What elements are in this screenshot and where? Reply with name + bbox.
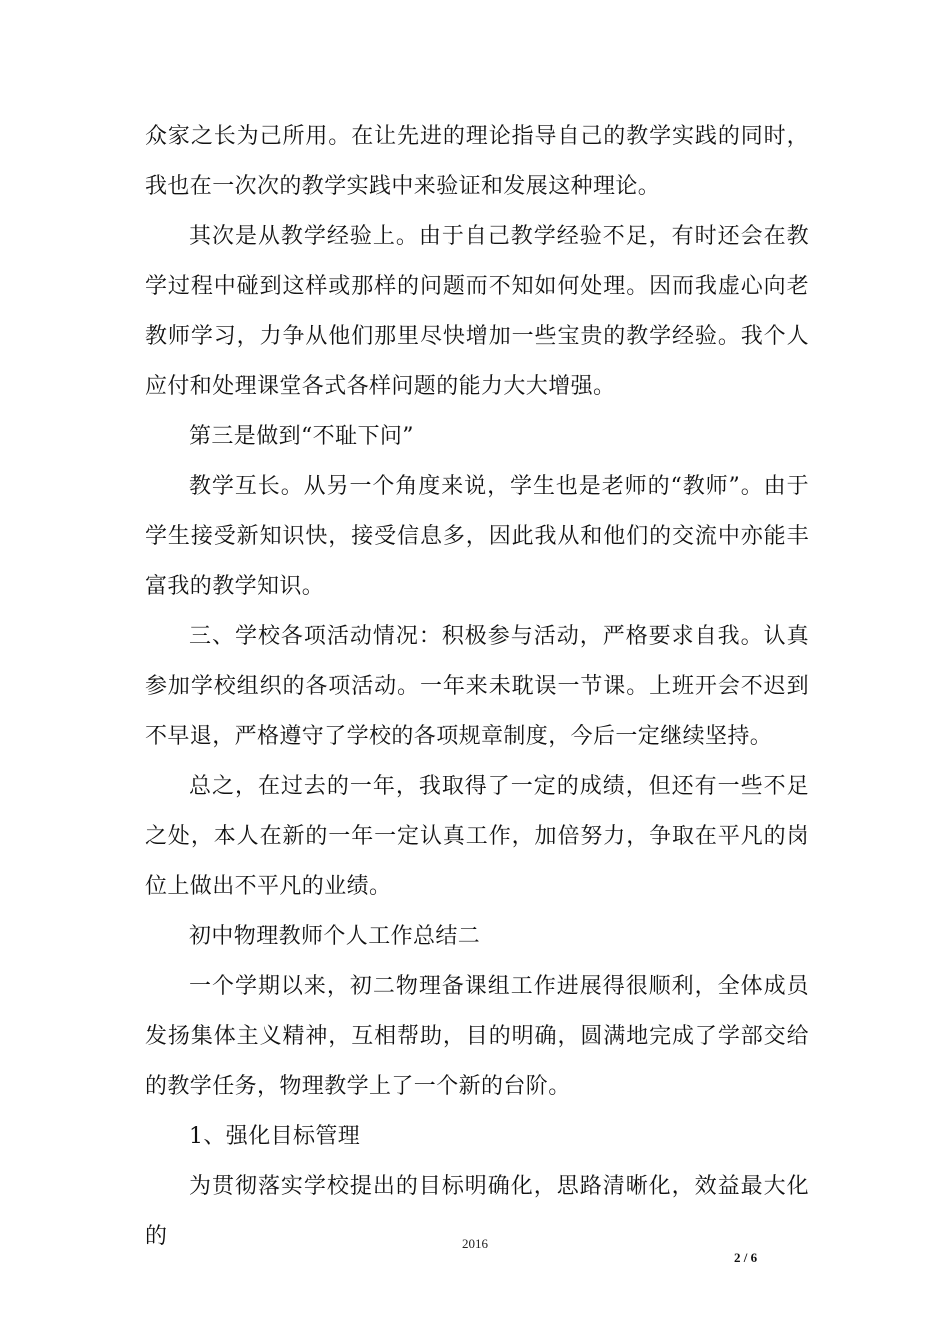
paragraph-1: 众家之长为己所用。在让先进的理论指导自己的教学实践的同时，我也在一次次的教学实践中来验证和发展这种理论。 [145, 124, 809, 199]
paragraph-5: 三、学校各项活动情况：积极参与活动，严格要求自我。认真参加学校组织的各项活动。一年来未耽误一节课。上班开会不迟到不早退，严格遵守了学校的各项规章制度，今后一定继续坚持。 [145, 624, 809, 749]
paragraph-6: 总之，在过去的一年，我取得了一定的成绩，但还有一些不足之处，本人在新的一年一定认真工作，加倍努力，争取在平凡的岗位上做出不平凡的业绩。 [145, 774, 809, 899]
body-text [145, 112, 809, 1262]
section-heading: 初中物理教师个人工作总结二 [189, 924, 481, 949]
paragraph-8: 一个学期以来，初二物理备课组工作进展得很顺利，全体成员发扬集体主义精神，互相帮助，目的明确，圆满地完成了学部交给的教学任务，物理教学上了一个新的台阶。 [145, 974, 809, 1099]
paragraph-4: 教学互长。从另一个角度来说，学生也是老师的“教师”。由于学生接受新知识快，接受信息多，因此我从和他们的交流中亦能丰富我的教学知识。 [145, 474, 809, 599]
page-number: 2 / 6 [734, 1250, 758, 1265]
paragraph-2: 其次是从教学经验上。由于自己教学经验不足，有时还会在教学过程中碰到这样或那样的问题而不知如何处理。因而我虚心向老教师学习，力争从他们那里尽快增加一些宝贵的教学经验。我个人应付和处理课堂各式各样问题的能力大大增强。 [145, 224, 809, 399]
subsection-heading: 1、强化目标管理 [189, 1124, 361, 1149]
paragraph-3: 第三是做到“不耻下问” [189, 424, 414, 449]
footer-year: 2016 [462, 1236, 488, 1251]
paragraph-10: 为贯彻落实学校提出的目标明确化，思路清晰化，效益最大化的 [145, 1174, 809, 1249]
